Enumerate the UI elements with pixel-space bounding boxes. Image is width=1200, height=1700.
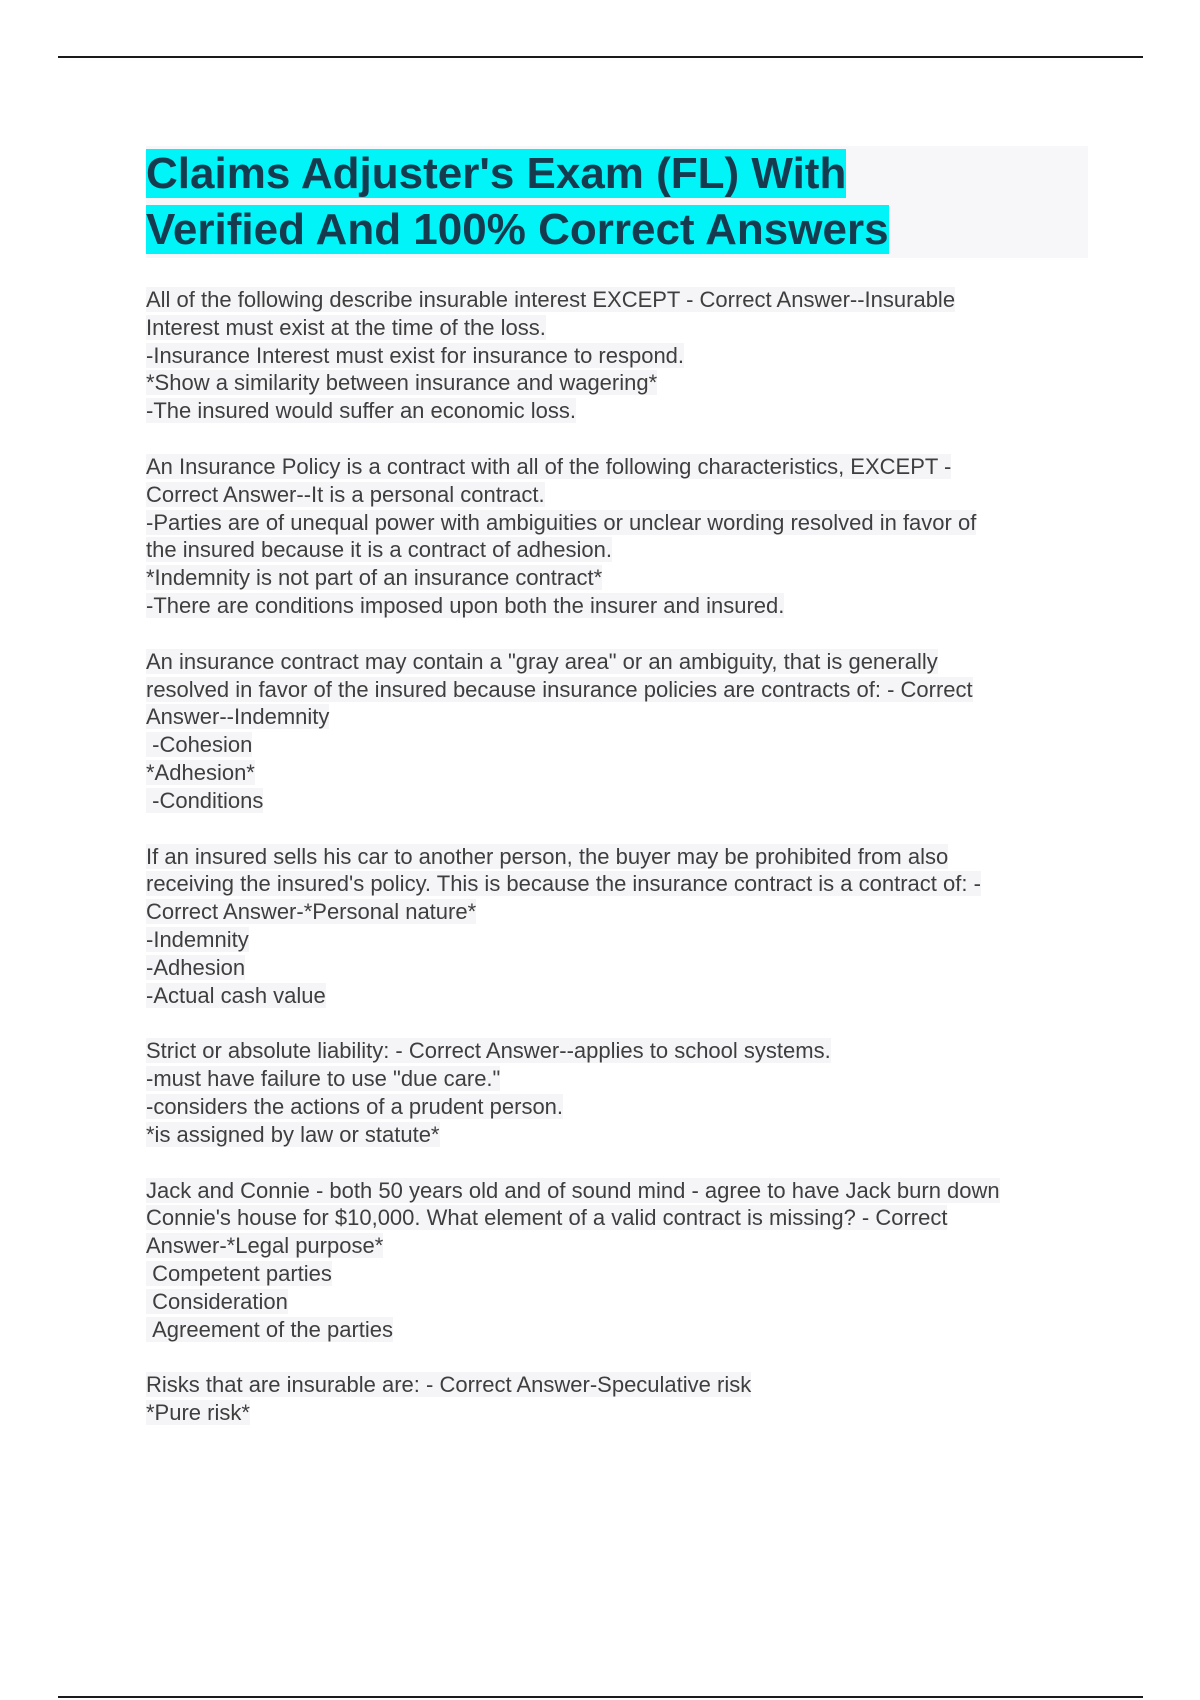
qa-line xyxy=(146,759,1088,787)
qa-line-text: Answer--Indemnity xyxy=(146,704,330,730)
qa-line-text: -must have failure to use "due care." xyxy=(146,1066,501,1092)
qa-item xyxy=(146,1177,1088,1344)
qa-line-text: *Adhesion* xyxy=(146,759,255,785)
qa-line-text: receiving the insured's policy. This is because the insurance contract is a contract of: - xyxy=(146,871,981,897)
qa-line-text: Interest must exist at the time of the loss. xyxy=(146,314,546,340)
title-line-2: Verified And 100% Correct Answers xyxy=(146,205,889,254)
qa-list xyxy=(146,286,1088,1427)
document-body xyxy=(146,146,1088,1455)
qa-line xyxy=(146,1316,1088,1344)
qa-item xyxy=(146,286,1088,425)
qa-line-text: -Conditions xyxy=(146,787,264,813)
qa-item xyxy=(146,1371,1088,1427)
qa-line-text: -considers the actions of a prudent person. xyxy=(146,1093,564,1119)
qa-line xyxy=(146,1399,1088,1427)
qa-line xyxy=(146,703,1088,731)
qa-line xyxy=(146,369,1088,397)
qa-line-text: Jack and Connie - both 50 years old and of sound mind - agree to have Jack burn down xyxy=(146,1177,1000,1203)
qa-line xyxy=(146,731,1088,759)
qa-line xyxy=(146,676,1088,704)
qa-line-text: Risks that are insurable are: - Correct Answer-Speculative risk xyxy=(146,1372,752,1398)
qa-item xyxy=(146,453,1088,620)
qa-line xyxy=(146,314,1088,342)
bottom-rule xyxy=(58,1696,1143,1698)
qa-line xyxy=(146,1288,1088,1316)
qa-line-text: the insured because it is a contract of adhesion. xyxy=(146,537,612,563)
qa-line xyxy=(146,481,1088,509)
qa-line xyxy=(146,1177,1088,1205)
qa-line xyxy=(146,1232,1088,1260)
qa-line xyxy=(146,536,1088,564)
qa-line-text: Agreement of the parties xyxy=(146,1316,394,1342)
qa-line xyxy=(146,592,1088,620)
qa-line-text: -Indemnity xyxy=(146,926,249,952)
qa-line-text: *is assigned by law or statute* xyxy=(146,1121,440,1147)
qa-line xyxy=(146,1260,1088,1288)
qa-line-text: An insurance contract may contain a "gray area" or an ambiguity, that is generally xyxy=(146,648,938,674)
document-title xyxy=(146,146,1088,258)
qa-line-text: -Cohesion xyxy=(146,732,253,758)
qa-line-text: -The insured would suffer an economic loss. xyxy=(146,398,577,424)
qa-line-text: -Insurance Interest must exist for insurance to respond. xyxy=(146,342,685,368)
qa-line xyxy=(146,397,1088,425)
qa-line-text: -Actual cash value xyxy=(146,982,326,1008)
qa-line-text: *Show a similarity between insurance and wagering* xyxy=(146,370,658,396)
qa-line xyxy=(146,870,1088,898)
qa-line xyxy=(146,787,1088,815)
qa-line-text: An Insurance Policy is a contract with all of the following characteristics, EXCEPT - xyxy=(146,453,952,479)
qa-line-text: *Indemnity is not part of an insurance contract* xyxy=(146,565,603,591)
qa-line xyxy=(146,1121,1088,1149)
top-rule xyxy=(58,56,1143,58)
qa-line xyxy=(146,982,1088,1010)
qa-line xyxy=(146,954,1088,982)
qa-line-text: Correct Answer--It is a personal contract. xyxy=(146,481,545,507)
qa-line xyxy=(146,1371,1088,1399)
qa-line xyxy=(146,509,1088,537)
qa-line-text: *Pure risk* xyxy=(146,1400,250,1426)
qa-line-text: If an insured sells his car to another person, the buyer may be prohibited from also xyxy=(146,843,949,869)
qa-line-text: All of the following describe insurable interest EXCEPT - Correct Answer--Insurable xyxy=(146,287,956,312)
title-block xyxy=(146,146,1088,258)
title-line-1: Claims Adjuster's Exam (FL) With xyxy=(146,149,847,198)
qa-line xyxy=(146,926,1088,954)
qa-line-text: -Parties are of unequal power with ambiguities or unclear wording resolved in favor of xyxy=(146,509,977,535)
qa-line-text: resolved in favor of the insured because insurance policies are contracts of: - Correct xyxy=(146,676,973,702)
qa-item xyxy=(146,648,1088,815)
qa-line xyxy=(146,1037,1088,1065)
qa-line xyxy=(146,1093,1088,1121)
qa-line xyxy=(146,1204,1088,1232)
qa-line xyxy=(146,342,1088,370)
qa-line-text: Connie's house for $10,000. What element of a valid contract is missing? - Correct xyxy=(146,1205,948,1231)
qa-line-text: Answer-*Legal purpose* xyxy=(146,1233,384,1259)
qa-line-text: -Adhesion xyxy=(146,954,246,980)
qa-line xyxy=(146,286,1088,314)
qa-line-text: Consideration xyxy=(146,1288,288,1314)
qa-line xyxy=(146,648,1088,676)
qa-line-text: Competent parties xyxy=(146,1260,332,1286)
qa-line-text: Correct Answer-*Personal nature* xyxy=(146,899,477,925)
qa-line xyxy=(146,1065,1088,1093)
qa-line-text: -There are conditions imposed upon both the insurer and insured. xyxy=(146,592,785,618)
qa-line xyxy=(146,453,1088,481)
qa-line xyxy=(146,564,1088,592)
qa-line xyxy=(146,843,1088,871)
qa-item xyxy=(146,843,1088,1010)
qa-item xyxy=(146,1037,1088,1148)
qa-line-text: Strict or absolute liability: - Correct Answer--applies to school systems. xyxy=(146,1038,831,1064)
qa-line xyxy=(146,898,1088,926)
